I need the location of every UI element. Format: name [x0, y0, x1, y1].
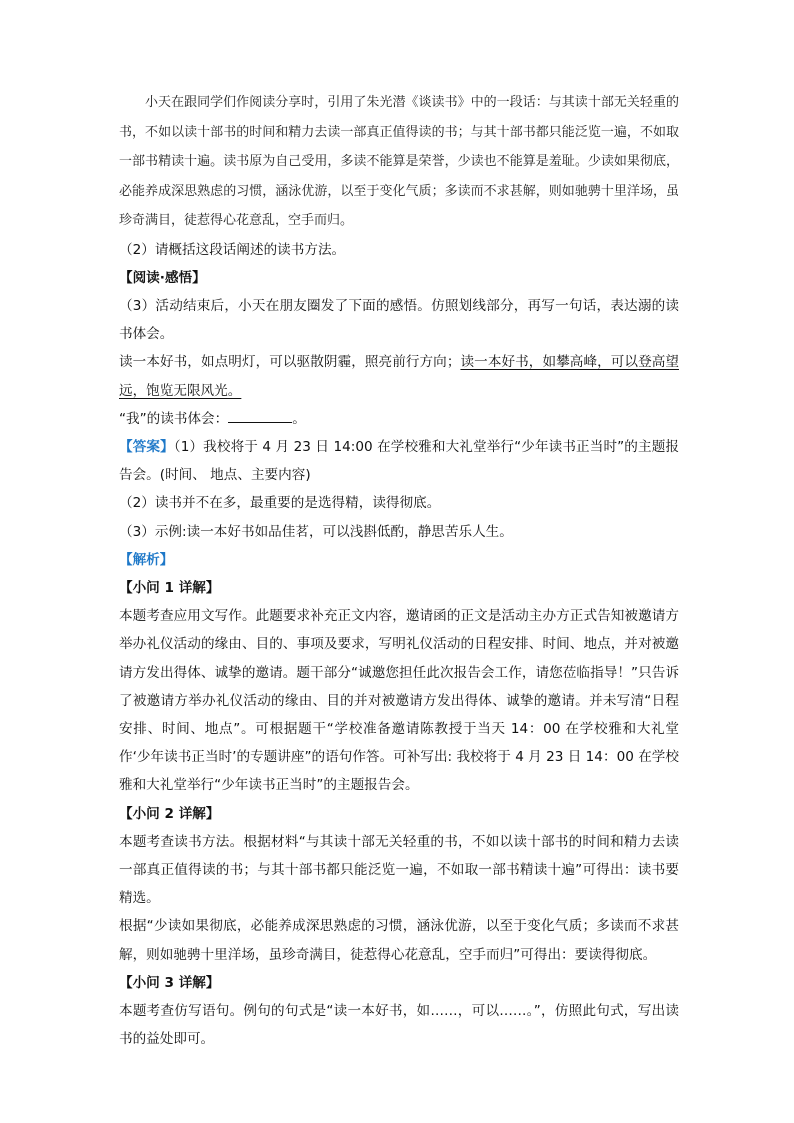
answer-blank: [228, 408, 292, 423]
sub-question-2-text-2: 根据“少读如果彻底，必能养成深思熟虑的习惯，涵泳优游，以至于变化气质；多读而不求甚解，则如驰骋十里洋场，虽珍奇满目，徒惹得心花意乱，空手而归”可得出：要读得彻底。: [119, 918, 679, 963]
quote-paragraph: 小天在跟同学们作阅读分享时，引用了朱光潜《谈读书》中的一段话：与其读十部无关轻重的书，不如以读十部书的时间和精力去读一部真正值得读的书；与其十部书都只能泛览一遍，不如取一部书精读十遍。读书原为自己受用，多读不能算是荣誉，少读也不能算是羞耻。少读如果彻底，必能养成深思熟虑的习惯，涵泳优游，以至于变化气质；多读而不求甚解，则如驰骋十里洋场，虽珍奇满目，徒惹得心花意乱，空手而归。: [119, 95, 679, 228]
answer-1-text: （1）我校将于 4 月 23 日 14:00 在学校雅和大礼堂举行“少年读书正当时”的主题报告会。(时间、 地点、主要内容): [119, 438, 680, 484]
question-3: （3）活动结束后，小天在朋友圈发了下面的感悟。仿照划线部分，再写一句话，表达溺的读书体会。: [119, 297, 679, 343]
sub-question-1-heading: 【小问 1 详解】: [119, 579, 220, 596]
answer-1: [119, 433, 679, 489]
my-experience-end: 。: [292, 410, 306, 427]
my-experience-line: [119, 405, 679, 433]
sub-question-2-text: 本题考查读书方法。根据材料“与其读十部无关轻重的书，不如以读十部书的时间和精力去读一部真正值得读的书；与其十部书都只能泛览一遍，不如取一部书精读十遍”可得出：读书要精选。: [119, 833, 679, 907]
sub-question-3-text: 本题考查仿写语句。例句的句式是“读一本好书，如……，可以……。”，仿照此句式，写出读书的益处即可。: [119, 1002, 679, 1048]
question-2: （2）请概括这段话阐述的读书方法。: [119, 241, 346, 258]
analysis-heading: 【解析】: [119, 551, 174, 568]
example-underlined: 读一本好书，如攀高峰，可以登高望远，饱览无限风光。: [119, 354, 679, 399]
sub-question-2-heading: 【小问 2 详解】: [119, 805, 220, 822]
sub-question-1-text: 本题考查应用文写作。此题要求补充正文内容，邀请函的正文是活动主办方正式告知被邀请方举办礼仪活动的缘由、目的、事项及要求，写明礼仪活动的日程安排、时间、地点，并对被邀请方发出得体、诚挚的邀请。题干部分“诚邀您担任此次报告会工作，请您莅临指导！”只告诉了被邀请方举办礼仪活动的缘由、目的并对被邀请方发出得体、诚挚的邀请。并未写清“日程安排、时间、地点”。可根据题干“学校准备邀请陈教授于当天 14：00 在学校雅和大礼堂作‘少年读书正当时’的专题讲座”的语句作答。可补写出: 我校将于 4 月 23 日 14：00 在学校雅和大礼堂举行“少年读书正当时”的主题报告会。: [119, 608, 679, 794]
answer-2: （2）读书并不在多，最重要的是选得精，读得彻底。: [119, 495, 441, 512]
answer-heading: 【答案】: [119, 438, 174, 455]
sub-question-3-heading: 【小问 3 详解】: [119, 974, 220, 991]
example-sentence: [119, 348, 679, 404]
my-experience-label: “我”的读书体会：: [119, 410, 229, 427]
answer-3: （3）示例:读一本好书如品佳茗，可以浅斟低酌，静思苦乐人生。: [119, 523, 513, 540]
document-content: [119, 88, 679, 1053]
example-plain: 读一本好书，如点明灯，可以驱散阴霾，照亮前行方向；: [119, 354, 461, 371]
section-reading-heading: 【阅读·感悟】: [119, 269, 206, 286]
